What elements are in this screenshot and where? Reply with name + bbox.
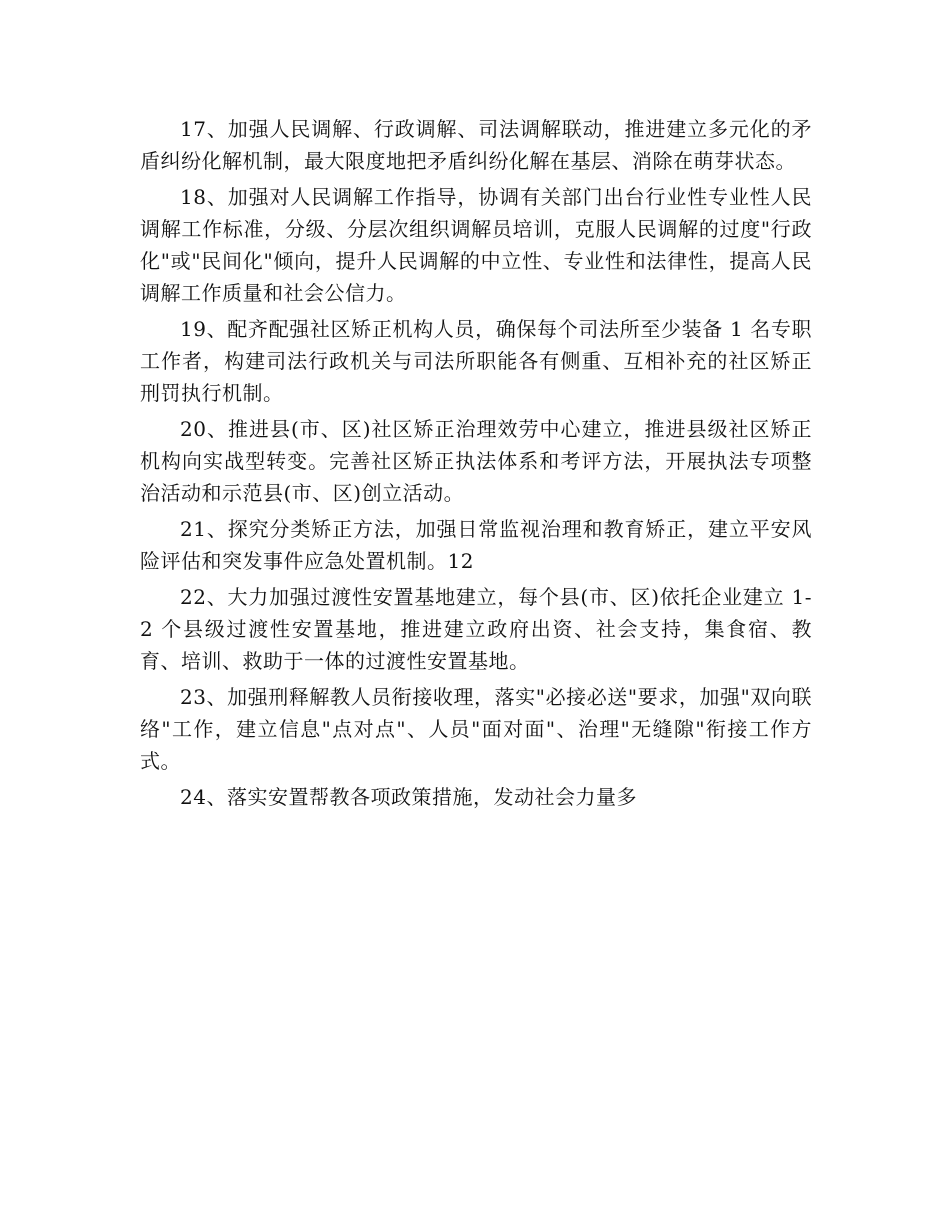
paragraph-19: 19、配齐配强社区矫正机构人员，确保每个司法所至少装备 1 名专职工作者，构建司法行政机关与司法所职能各有侧重、互相补充的社区矫正刑罚执行机制。 [140, 317, 812, 405]
paragraph-24: 24、落实安置帮教各项政策措施，发动社会力量多 [180, 785, 637, 809]
paragraph-21: 21、探究分类矫正方法，加强日常监视治理和教育矫正，建立平安风险评估和突发事件应急处置机制。12 [140, 517, 812, 573]
paragraph-18: 18、加强对人民调解工作指导，协调有关部门出台行业性专业性人民调解工作标准，分级、分层次组织调解员培训，克服人民调解的过度"行政化"或"民间化"倾向，提升人民调解的中立性、专业性和法律性，提高人民调解工作质量和社会公信力。 [140, 185, 812, 305]
paragraph-17: 17、加强人民调解、行政调解、司法调解联动，推进建立多元化的矛盾纠纷化解机制，最大限度地把矛盾纠纷化解在基层、消除在萌芽状态。 [140, 117, 812, 173]
paragraph-23: 23、加强刑释解教人员衔接收理，落实"必接必送"要求，加强"双向联络"工作，建立信息"点对点"、人员"面对面"、治理"无缝隙"衔接工作方式。 [140, 685, 812, 773]
document-body [140, 113, 812, 817]
paragraph-22: 22、大力加强过渡性安置基地建立，每个县(市、区)依托企业建立 1-2 个县级过渡性安置基地，推进建立政府出资、社会支持，集食宿、教育、培训、救助于一体的过渡性安置基地。 [140, 585, 812, 673]
paragraph-20: 20、推进县(市、区)社区矫正治理效劳中心建立，推进县级社区矫正机构向实战型转变。完善社区矫正执法体系和考评方法，开展执法专项整治活动和示范县(市、区)创立活动。 [140, 417, 812, 505]
